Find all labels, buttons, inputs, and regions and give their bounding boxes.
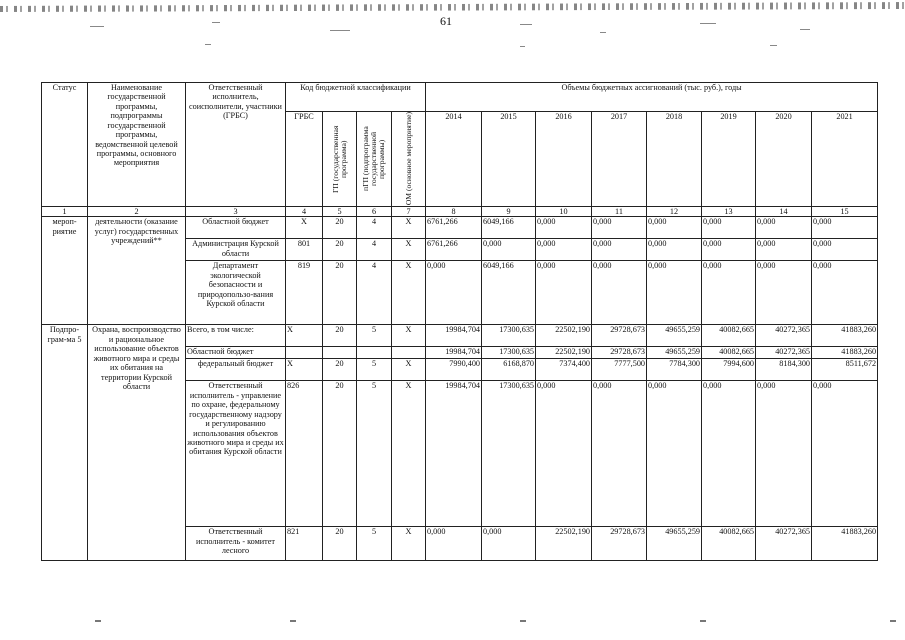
value-cell: 8184,300 [756, 359, 812, 381]
header-volume-group: Объемы бюджетных ассигнований (тыс. руб.), годы [426, 83, 878, 112]
value-cell: 0,000 [702, 261, 756, 325]
column-number: 13 [702, 207, 756, 217]
om-cell: X [392, 261, 426, 325]
gp-cell: 20 [323, 325, 357, 347]
value-cell: 6761,266 [426, 217, 482, 239]
header-name: Наименование государственной программы, подпрограммы государственной программы, ведомственной целевой программы, основного мероприятия [88, 83, 186, 207]
value-cell: 19984,704 [426, 381, 482, 527]
header-om [392, 112, 426, 207]
executor-cell: Ответственный исполнитель - комитет лесного [186, 527, 286, 561]
value-cell: 0,000 [647, 217, 702, 239]
value-cell: 19984,704 [426, 347, 482, 359]
value-cell: 41883,260 [812, 325, 878, 347]
gp-cell: 20 [323, 381, 357, 527]
status-cell: мероп-риятие [42, 217, 88, 325]
value-cell: 0,000 [756, 381, 812, 527]
value-cell: 0,000 [812, 381, 878, 527]
scan-noise-top [0, 0, 905, 20]
value-cell: 0,000 [426, 527, 482, 561]
page-number: 61 [440, 14, 452, 28]
value-cell: 29728,673 [592, 325, 647, 347]
value-cell: 49655,259 [647, 347, 702, 359]
value-cell: 40272,365 [756, 527, 812, 561]
value-cell: 40082,665 [702, 347, 756, 359]
pgp-cell: 4 [357, 217, 392, 239]
scan-specks [0, 20, 905, 60]
header-year: 2016 [536, 112, 592, 207]
column-number: 15 [812, 207, 878, 217]
value-cell: 49655,259 [647, 325, 702, 347]
value-cell: 0,000 [536, 239, 592, 261]
value-cell: 40082,665 [702, 325, 756, 347]
value-cell: 0,000 [536, 217, 592, 239]
value-cell: 29728,673 [592, 347, 647, 359]
header-pgp-text: пГП (подпрограмма государственной программы) [361, 126, 386, 192]
gp-cell [323, 347, 357, 359]
value-cell: 0,000 [702, 239, 756, 261]
pgp-cell: 5 [357, 381, 392, 527]
header-executor: Ответственный исполнитель, соисполнители, участники (ГРБС) [186, 83, 286, 207]
value-cell: 40082,665 [702, 527, 756, 561]
value-cell: 0,000 [756, 217, 812, 239]
value-cell: 0,000 [592, 239, 647, 261]
value-cell: 49655,259 [647, 527, 702, 561]
pgp-cell: 4 [357, 239, 392, 261]
pgp-cell: 5 [357, 325, 392, 347]
om-cell: X [392, 217, 426, 239]
column-number: 5 [323, 207, 357, 217]
header-pgp [357, 112, 392, 207]
value-cell: 17300,635 [482, 347, 536, 359]
header-om-text: ОМ (основное мероприятие) [403, 112, 413, 206]
value-cell: 22502,190 [536, 347, 592, 359]
value-cell: 7784,300 [647, 359, 702, 381]
grbs-cell: 821 [286, 527, 323, 561]
value-cell: 0,000 [756, 261, 812, 325]
column-number: 11 [592, 207, 647, 217]
program-name-cell: деятельности (оказание услуг) государственных учреждений** [88, 217, 186, 325]
column-number: 3 [186, 207, 286, 217]
header-year: 2017 [592, 112, 647, 207]
header-status: Статус [42, 83, 88, 207]
pgp-cell: 4 [357, 261, 392, 325]
gp-cell: 20 [323, 217, 357, 239]
column-number: 7 [392, 207, 426, 217]
value-cell: 19984,704 [426, 325, 482, 347]
value-cell: 6761,266 [426, 239, 482, 261]
om-cell: X [392, 239, 426, 261]
om-cell: X [392, 359, 426, 381]
value-cell: 7777,500 [592, 359, 647, 381]
executor-cell: Администрация Курской области [186, 239, 286, 261]
value-cell: 6168,870 [482, 359, 536, 381]
value-cell: 29728,673 [592, 527, 647, 561]
program-name-cell: Охрана, воспроизводство и рациональное использование объектов животного мира и среды их обитания на территории Курской области [88, 325, 186, 561]
header-grbs: ГРБС [286, 112, 323, 207]
value-cell: 0,000 [647, 239, 702, 261]
status-cell: Подпро-грам-ма 5 [42, 325, 88, 561]
grbs-cell: 826 [286, 381, 323, 527]
gp-cell: 20 [323, 261, 357, 325]
header-year: 2021 [812, 112, 878, 207]
column-number-row [42, 207, 878, 217]
scan-mark [890, 620, 896, 622]
value-cell: 7994,600 [702, 359, 756, 381]
scan-mark [520, 620, 526, 622]
column-number: 2 [88, 207, 186, 217]
scan-mark [290, 620, 296, 622]
value-cell: 0,000 [592, 217, 647, 239]
value-cell: 22502,190 [536, 325, 592, 347]
header-gp-text: ГП (государственная программа) [330, 125, 348, 193]
value-cell: 7374,400 [536, 359, 592, 381]
column-number: 12 [647, 207, 702, 217]
value-cell: 0,000 [812, 261, 878, 325]
executor-cell: Областной бюджет [186, 347, 286, 359]
value-cell: 7990,400 [426, 359, 482, 381]
column-number: 6 [357, 207, 392, 217]
table-row [42, 217, 878, 239]
value-cell: 0,000 [812, 217, 878, 239]
header-year: 2014 [426, 112, 482, 207]
grbs-cell: 819 [286, 261, 323, 325]
value-cell: 41883,260 [812, 527, 878, 561]
header-gp [323, 112, 357, 207]
budget-table [41, 82, 878, 561]
value-cell: 41883,260 [812, 347, 878, 359]
column-number: 9 [482, 207, 536, 217]
value-cell: 0,000 [647, 381, 702, 527]
grbs-cell [286, 347, 323, 359]
column-number: 10 [536, 207, 592, 217]
value-cell: 0,000 [482, 239, 536, 261]
om-cell: X [392, 527, 426, 561]
value-cell: 0,000 [482, 527, 536, 561]
value-cell: 0,000 [592, 381, 647, 527]
value-cell: 0,000 [426, 261, 482, 325]
header-code-group: Код бюджетной классификации [286, 83, 426, 112]
gp-cell: 20 [323, 359, 357, 381]
header-year: 2020 [756, 112, 812, 207]
value-cell: 0,000 [536, 381, 592, 527]
om-cell [392, 347, 426, 359]
grbs-cell: X [286, 359, 323, 381]
scan-mark [95, 620, 101, 622]
pgp-cell: 5 [357, 527, 392, 561]
value-cell: 22502,190 [536, 527, 592, 561]
column-number: 8 [426, 207, 482, 217]
column-number: 14 [756, 207, 812, 217]
header-year: 2019 [702, 112, 756, 207]
executor-cell: федеральный бюджет [186, 359, 286, 381]
table-row [42, 325, 878, 347]
header-year: 2018 [647, 112, 702, 207]
executor-cell: Всего, в том числе: [186, 325, 286, 347]
scan-mark [700, 620, 706, 622]
grbs-cell: X [286, 217, 323, 239]
value-cell: 8511,672 [812, 359, 878, 381]
value-cell: 6049,166 [482, 217, 536, 239]
value-cell: 6049,166 [482, 261, 536, 325]
om-cell: X [392, 381, 426, 527]
executor-cell: Областной бюджет [186, 217, 286, 239]
value-cell: 40272,365 [756, 325, 812, 347]
value-cell: 0,000 [702, 381, 756, 527]
gp-cell: 20 [323, 527, 357, 561]
value-cell: 0,000 [536, 261, 592, 325]
header-year: 2015 [482, 112, 536, 207]
value-cell: 0,000 [702, 217, 756, 239]
gp-cell: 20 [323, 239, 357, 261]
grbs-cell: 801 [286, 239, 323, 261]
om-cell: X [392, 325, 426, 347]
value-cell: 0,000 [592, 261, 647, 325]
executor-cell: Ответственный исполнитель - управление по охране, федеральному государственному надзору и регулированию использования объектов животного мира и среды их обитания Курской области [186, 381, 286, 527]
pgp-cell: 5 [357, 359, 392, 381]
value-cell: 40272,365 [756, 347, 812, 359]
pgp-cell [357, 347, 392, 359]
column-number: 1 [42, 207, 88, 217]
header-row-top [42, 83, 878, 112]
value-cell: 0,000 [647, 261, 702, 325]
value-cell: 17300,635 [482, 381, 536, 527]
grbs-cell: X [286, 325, 323, 347]
value-cell: 0,000 [756, 239, 812, 261]
value-cell: 17300,635 [482, 325, 536, 347]
executor-cell: Департамент экологической безопасности и природопользо-вания Курской области [186, 261, 286, 325]
value-cell: 0,000 [812, 239, 878, 261]
column-number: 4 [286, 207, 323, 217]
